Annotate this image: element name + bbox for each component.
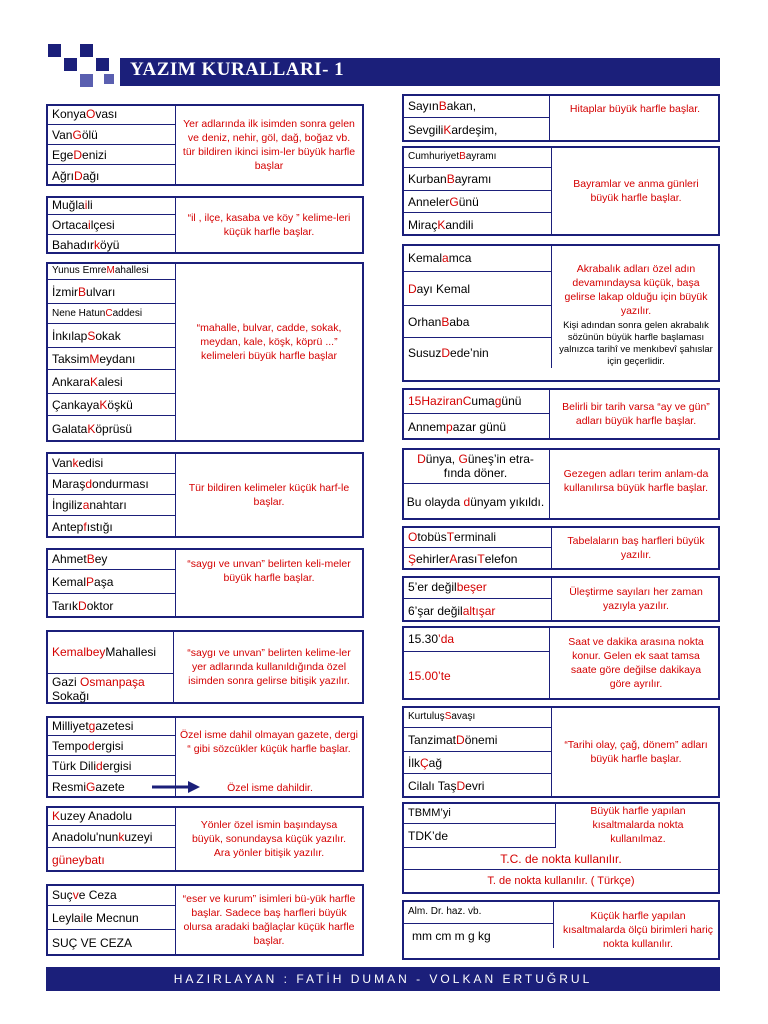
text: ardeşim, [451,123,498,137]
example-row [46,304,176,324]
logo-square [48,44,61,57]
example-row [402,448,550,484]
rule-description: “mahalle, bulvar, cadde, sokak, meydan, kale, köşk, köprü ...” kelimeleri büyük harfle başlar [196,322,342,362]
highlight: G [449,194,459,209]
example-row [46,674,174,704]
example-row [46,716,176,736]
highlight: g [88,718,96,733]
highlight: i [80,910,84,925]
highlight: k [118,829,125,844]
highlight: P [86,574,95,589]
text: andili [445,217,474,232]
text: Suç [52,887,73,902]
example-row [402,774,552,798]
highlight: A [449,552,458,566]
highlight: D [456,779,466,793]
highlight: B [446,172,455,186]
text: mm cm m g kg [412,929,491,943]
rule-description: “Tarihi olay, çağ, dönem” adları büyük harfle başlar. [564,739,708,765]
highlight: M [106,265,115,276]
logo-square [104,74,114,84]
highlight: güneybatı [52,853,105,867]
rule-description: Büyük harfle yapılan kısaltmalarda nokta kullanılmaz. [590,805,686,845]
example-row [402,752,552,774]
highlight: a [442,250,449,265]
highlight: B [86,551,95,566]
highlight: G [72,127,82,142]
example-row [46,756,176,776]
text: SUÇ VE CEZA [52,936,133,950]
example-text [406,452,545,480]
rule-description: Tür bildiren kelimeler küçük harf-le başlar. [188,482,350,508]
text: mca [448,250,472,265]
text: ayramı [454,172,492,186]
text: Ortaca [52,217,89,232]
text: alesi [98,374,123,389]
text: ayramı [465,151,497,162]
text: Tarık [52,599,79,613]
example-row [402,118,550,142]
highlight: D [417,451,426,466]
example-row [46,570,176,594]
text: Muğla [52,198,85,212]
example-row [46,416,176,442]
text: Ahmet [52,551,87,566]
highlight: C [105,308,113,319]
example-row [402,272,552,306]
text: Kurban [408,172,447,186]
example-row [402,414,550,440]
example-row [46,370,176,394]
example-row [46,324,176,348]
text: İngiliz [52,498,83,512]
highlight: K [90,374,99,389]
highlight: B [441,314,450,329]
text: erminali [454,529,497,544]
text: ünü [458,194,479,209]
text: Ağrı [52,168,75,183]
highlight: G [458,451,468,466]
highlight: K [443,123,452,137]
logo-square [80,44,93,57]
text: ünü [501,393,522,408]
text: ondurması [92,477,149,491]
highlight: S [87,328,96,343]
highlight: Ş [408,552,417,566]
text: öyü [100,237,120,252]
text: ergisi [102,758,132,773]
example-row [402,484,550,520]
example-row [402,526,552,548]
text: Miraç [408,217,438,232]
highlight: g [494,393,502,408]
text: aşa [94,574,114,589]
text: ıstığı [86,520,113,534]
text: Anneler [408,194,450,209]
rule-description: Yönler özel ismin başındaysa büyük, sonundaysa küçük yazılır. Ara yönler bitişik yazılır. [191,819,347,859]
highlight: k [72,455,79,470]
text: ünyam yıkıldı. [470,495,545,509]
rule-description: Bayramlar ve anma günleri büyük harfle başlar. [573,178,699,204]
highlight: K [52,808,61,823]
example-row [46,548,176,570]
example-row [402,388,550,414]
text: azete [95,780,125,794]
example-row [402,599,552,622]
text: Antep [52,520,84,534]
example-row [46,262,176,280]
highlight: C [462,393,472,408]
example-row [46,848,176,872]
text: Bahadır [52,237,95,252]
highlight: Osmanpaşa [80,675,145,689]
text: öprüsü [95,422,133,436]
example-row [46,495,176,516]
text: okak [95,328,121,343]
rule-description: Belirli bir tarih varsa “ay ve gün” adları büyük harfle başlar. [562,401,710,427]
text: ey [94,551,108,566]
highlight: p [446,420,453,434]
example-row [402,728,552,752]
text: Tanzimat [408,732,457,747]
text: uzey Anadolu [60,808,133,823]
rule-description-red: Akrabalık adları özel adın devamındaysa küçük, başa gelirse lakap olduğu için büyük yazılır. [564,263,708,317]
text: 5’er değil [408,580,457,594]
example-row [46,104,176,125]
text: Sayın [408,98,439,113]
example-row [46,736,176,756]
example-row [402,706,552,728]
text: Nene Hatun [52,308,106,319]
text: ölü [81,127,98,142]
text: addesi [112,308,143,319]
text: TBMM’yi [408,806,451,819]
text: Konya [52,107,87,121]
text: edisi [78,455,104,470]
text: Sokağı [52,689,90,703]
logo-square [80,74,93,87]
rule-description: “saygı ve unvan” belirten kelime-ler yer adlarında kullanıldığında özel isimden sonra gelirse bitişik yazılır. [187,647,351,687]
rule-description: Yer adlarında ilk isimden sonra gelen ve deniz, nehir, göl, dağ, boğaz vb. tür bildiren ikinci isim-ler büyük harfle başlar [182,118,356,172]
text: Gazi [52,675,81,689]
text: Tempo [52,738,89,753]
rule-note: T.C. de nokta kullanılır. [402,848,720,870]
text: akan, [446,98,477,113]
text: ünya, [425,451,459,466]
highlight: K [437,217,446,232]
highlight: T [446,529,455,544]
example-row [402,306,552,338]
text: uzeyi [124,829,153,844]
rule-description: “il , ilçe, kasaba ve köy ” kelime-leri küçük harfle başlar. [187,212,351,238]
example-row [46,215,176,235]
text: Orhan [408,314,442,329]
highlight: a [82,498,90,512]
text: öşkü [107,397,133,412]
text: ahallesi [114,265,149,276]
text: Taksim [52,351,90,366]
text: avaşı [451,711,476,722]
example-row [46,235,176,254]
text: Kemal [408,250,443,265]
text: ehirler [416,552,450,566]
text: Leyla [52,910,81,925]
rule-description-black: Kişi adından sonra gelen akrabalık sözünün büyük harfle başlaması yalnızca tarihî ve menkıbevî şahıslar için geçerlidir. [559,320,713,367]
highlight: i [88,217,91,232]
text: azetesi [95,718,134,733]
text: ağı [82,168,100,183]
highlight: G [86,780,96,794]
example-row [46,145,176,165]
example-row [402,576,552,599]
highlight: 15.00 [408,669,439,683]
highlight: H [421,393,431,408]
logo-square [64,58,77,71]
text: uma [471,393,495,408]
rule-description: “eser ve kurum” isimleri bü-yük harfle başlar. Sadece baş harfleri büyük olursa aradaki bağlaçlar küçük harfle başlar. [182,893,356,947]
highlight: D [441,346,451,360]
highlight: S [444,711,452,722]
example-row [402,244,552,272]
example-row [46,165,176,186]
text: Galata [52,422,88,436]
rule-description: Hitaplar büyük harfle başlar. [569,103,701,115]
example-row [46,630,174,674]
highlight: aziran [430,393,463,408]
logo-square [96,58,109,71]
highlight: Ç [420,755,429,770]
highlight: K [87,422,96,436]
highlight: ’te [438,669,451,683]
text: tobüs [417,529,447,544]
example-row [402,146,552,168]
text: Yunus Emre [52,265,107,276]
text: Anadolu'nun [52,829,119,844]
example-row [46,280,176,304]
text: 6’şar değil [408,603,463,618]
text: Milliyet [52,718,89,733]
page-title: YAZIM KURALLARI- 1 [130,59,345,80]
text: oktor [86,599,114,613]
text: Kurtuluş [408,711,445,722]
text: Maraş [52,477,86,491]
highlight: d [85,477,93,491]
text: İnkılap [52,328,88,343]
example-row [46,516,176,538]
rule-description: Gezegen adları terim anlam-da kullanılırsa büyük harfle başlar. [563,468,709,494]
text: lçesi [90,217,115,232]
example-row [46,806,176,826]
highlight: beşer [456,580,487,594]
text: Türk Dili [52,758,96,773]
example-row [402,924,554,948]
rule-description: Tabelaların baş harfleri büyük yazılır. [567,535,705,561]
text: İzmir [52,284,78,299]
text: Sevgili [408,123,444,137]
example-row [46,348,176,370]
example-row [46,474,176,495]
text: Resmi [52,780,87,794]
text: ayı Kemal [416,281,471,296]
text: Mahallesi [105,644,157,659]
text: ulvarı [86,284,116,299]
text: azar günü [452,420,507,434]
example-row [402,900,554,924]
example-text [407,495,544,509]
text: eydanı [99,351,136,366]
text: TDK’de [408,828,449,843]
text: 15.30 [408,631,439,646]
arrow-right-icon [152,781,200,793]
example-row [402,824,556,848]
example-row [46,594,176,618]
text: evri [465,779,485,793]
text: Ankara [52,374,91,389]
highlight: altışar [462,603,496,618]
highlight: D [73,147,83,162]
text: önemi [464,732,498,747]
footer: HAZIRLAYAN : FATİH DUMAN - VOLKAN ERTUĞRUL [46,967,720,991]
highlight: d [463,495,471,509]
example-row [402,213,552,236]
text: İlk [408,755,420,770]
rule-description [552,250,720,380]
highlight: k [94,237,101,252]
example-row [46,884,176,906]
text: Van [52,455,73,470]
text: Çankaya [52,397,100,412]
highlight: i [84,198,88,212]
highlight: d [88,738,95,753]
example-row [46,196,176,215]
highlight: O [86,107,96,121]
rule-description: Küçük harfle yapılan kısaltmalarda ölçü birimleri hariç nokta kullanılır. [563,910,713,950]
example-row [46,394,176,416]
example-row [46,930,176,956]
text: le Mecnun [83,910,139,925]
text: ağ [428,755,443,770]
highlight: K [99,397,108,412]
rule-description: Saat ve dakika arasına nokta konur. Gelen ek saat tamsa saate göre değilse dakikaya göre ayrılır. [568,636,704,690]
highlight: f [83,520,87,534]
text: rası [457,552,478,566]
example-row [402,652,550,700]
highlight: Kemalbey [52,644,106,659]
text: aba [449,314,470,329]
example-row [402,626,550,652]
highlight: ’da [438,631,455,646]
example-row [46,452,176,474]
text: enizi [82,147,107,162]
example-row [402,168,552,191]
rule-note: T. de nokta kullanılır. ( Türkçe) [487,875,635,887]
highlight: O [408,529,418,544]
text: üneş’in etra-fında döner. [443,451,534,480]
rule-description: Özel isme dahil olmayan gazete, dergi “ gibi sözcükler küçük harfle başlar. [180,729,359,755]
text: vası [95,107,118,121]
example-row [402,802,556,824]
highlight: d [96,758,103,773]
text: ede’nin [450,346,489,360]
highlight: 15 [408,393,422,408]
rule-description: “saygı ve unvan” belirten keli-meler büyük harfle başlar. [187,558,351,584]
text: Van [52,127,73,142]
highlight: D [456,732,465,747]
highlight: B [459,151,466,162]
highlight: T [477,552,485,566]
example-row [402,338,552,368]
text: Kemal [52,574,87,589]
example-row [46,906,176,930]
rule-description: Üleştirme sayıları her zaman yazıyla yazılır. [569,586,703,612]
text: Cumhuriyet [408,151,460,162]
example-row [402,191,552,213]
text: Alm. Dr. haz. vb. [408,906,482,917]
highlight: D [78,599,87,613]
text: e Ceza [78,887,117,902]
rule-note: Özel isme dahildir. [227,782,313,794]
highlight: D [74,168,83,183]
text: li [87,198,93,212]
highlight: B [438,98,447,113]
highlight: M [89,351,100,366]
text: Annem [408,420,447,434]
example-row [402,548,552,570]
highlight: D [408,281,417,296]
text: elefon [484,552,518,566]
text: Ege [52,147,74,162]
example-row [402,94,550,118]
highlight: B [78,284,87,299]
text: Susuz [408,346,442,360]
text: Cilalı Taş [408,779,457,793]
text: Bu olayda [406,495,464,509]
example-row [46,826,176,848]
text: nahtarı [89,498,127,512]
example-row [46,125,176,145]
highlight: v [72,887,79,902]
text: ergisi [94,738,124,753]
